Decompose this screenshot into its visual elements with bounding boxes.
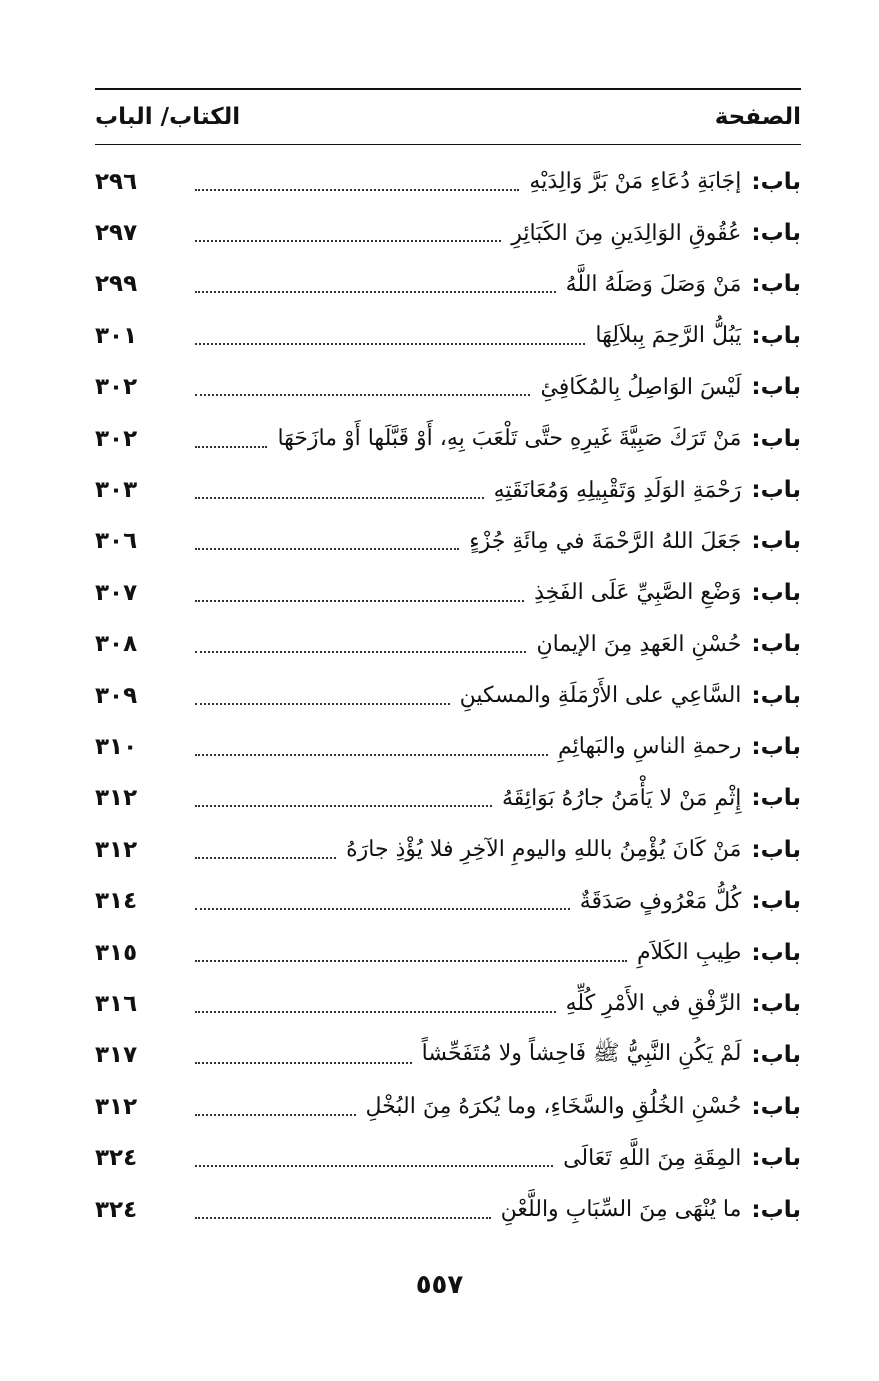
dot-leader [195, 189, 519, 191]
entry-page-number: ٣٠٦ [95, 528, 138, 555]
entry-prefix: باب: [751, 1145, 801, 1172]
entry-page-number: ٣١٧ [95, 1042, 138, 1069]
toc-entry [95, 310, 801, 361]
entry-prefix: باب: [751, 425, 801, 452]
dot-leader [195, 908, 570, 910]
dot-leader [195, 497, 484, 499]
dot-leader [195, 754, 548, 756]
page-number: ٥٥٧ [415, 1270, 464, 1300]
entry-title: لَيْسَ الوَاصِلُ بِالمُكَافِئِ [540, 374, 742, 400]
entry-prefix: باب: [751, 374, 801, 401]
entry-prefix: باب: [751, 1093, 801, 1120]
entry-page-number: ٢٩٧ [95, 220, 138, 247]
entry-prefix: باب: [751, 631, 801, 658]
entry-page-number: ٣١٢ [95, 1093, 138, 1120]
entry-prefix: باب: [751, 1196, 801, 1223]
toc-entry [95, 927, 801, 978]
entry-page-number: ٣٠٧ [95, 579, 138, 606]
dot-leader [195, 291, 556, 293]
toc-entry [95, 1184, 801, 1235]
entry-title: رَحْمَةِ الوَلَدِ وَتَقْبِيلِهِ وَمُعَانَقَتِهِ [493, 477, 742, 503]
dot-leader [195, 1217, 491, 1219]
page-column-label: الصفحة [714, 104, 801, 130]
toc-entry [95, 464, 801, 515]
entry-prefix: باب: [751, 785, 801, 812]
entry-page-number: ٣١٠ [95, 733, 138, 760]
entry-title: الرِّفْقِ في الأَمْرِ كُلِّهِ [565, 991, 742, 1017]
toc-entry [95, 1030, 801, 1081]
toc-entry [95, 413, 801, 464]
dot-leader [195, 1011, 556, 1013]
entry-title: ما يُنْهَى مِنَ السِّبَابِ واللَّعْنِ [500, 1197, 742, 1222]
entry-prefix: باب: [751, 271, 801, 298]
table-header [95, 96, 801, 138]
dot-leader [195, 600, 524, 602]
entry-prefix: باب: [751, 220, 801, 247]
dot-leader [195, 857, 336, 859]
entry-title: طِيبِ الكَلاَمِ [636, 940, 742, 966]
dot-leader [195, 446, 267, 448]
toc-entry [95, 875, 801, 926]
dot-leader [195, 240, 501, 242]
entry-title: جَعَلَ اللهُ الرَّحْمَةَ في مِائَةِ جُزْءٍ [469, 528, 742, 554]
toc-entry [95, 670, 801, 721]
entry-page-number: ٣١٤ [95, 888, 138, 915]
dot-leader [195, 805, 492, 807]
entry-page-number: ٣١٢ [95, 785, 138, 812]
toc-entry [95, 824, 801, 875]
toc-entry [95, 259, 801, 310]
entry-page-number: ٣٠٩ [95, 682, 138, 709]
toc-entry [95, 1081, 801, 1132]
dot-leader [195, 1114, 356, 1116]
entry-prefix: باب: [751, 579, 801, 606]
entry-title: عُقُوقِ الوَالِدَينِ مِنَ الكَبَائِرِ [511, 220, 742, 246]
entry-prefix: باب: [751, 168, 801, 195]
entry-prefix: باب: [751, 477, 801, 504]
dot-leader [195, 703, 450, 705]
entry-title: حُسْنِ الخُلُقِ والسَّخَاءِ، وما يُكرَهُ مِنَ البُخْلِ [365, 1094, 742, 1120]
entry-title: إِثْمِ مَنْ لا يَأْمَنُ جارُهُ بَوَائِقَهُ [502, 785, 742, 811]
toc-entry [95, 516, 801, 567]
entry-prefix: باب: [751, 682, 801, 709]
header-rule [95, 144, 801, 145]
toc-entry [95, 773, 801, 824]
entry-title: إجَابَةِ دُعَاءِ مَنْ بَرَّ وَالِدَيْهِ [529, 169, 742, 195]
dot-leader [195, 1165, 553, 1167]
entry-prefix: باب: [751, 939, 801, 966]
dot-leader [195, 394, 530, 396]
entry-page-number: ٣١٥ [95, 939, 138, 966]
entry-page-number: ٢٩٦ [95, 168, 138, 195]
entry-prefix: باب: [751, 1042, 801, 1069]
toc-entry [95, 567, 801, 618]
entry-title: مَنْ وَصَلَ وَصَلَهُ اللَّهُ [565, 271, 742, 297]
entry-page-number: ٣٠٢ [95, 425, 138, 452]
dot-leader [195, 651, 526, 653]
entry-title: يَبُلُّ الرَّحِمَ بِبلاَلِهَا [595, 323, 742, 349]
entry-page-number: ٣٠١ [95, 322, 138, 349]
entry-page-number: ٣١٦ [95, 990, 138, 1017]
entry-title: مَنْ كَانَ يُؤْمِنُ باللهِ واليومِ الآخِرِ فلا يُؤْذِ جارَهُ [346, 837, 742, 863]
entry-page-number: ٣٢٤ [95, 1145, 138, 1172]
entry-page-number: ٣٠٢ [95, 374, 138, 401]
entry-prefix: باب: [751, 733, 801, 760]
dot-leader [195, 960, 627, 962]
top-rule [95, 88, 801, 90]
entry-title: كُلُّ مَعْرُوفٍ صَدَقَةٌ [579, 888, 742, 914]
dot-leader [195, 548, 459, 550]
entry-page-number: ٣١٢ [95, 836, 138, 863]
toc-entry [95, 207, 801, 258]
dot-leader [195, 343, 585, 345]
entry-prefix: باب: [751, 990, 801, 1017]
toc-entry [95, 721, 801, 772]
toc-entry [95, 978, 801, 1029]
entry-prefix: باب: [751, 528, 801, 555]
table-of-contents [95, 156, 801, 1235]
entry-title: مَنْ تَرَكَ صَبِيَّةَ غَيرِهِ حتَّى تَلْعَبَ بِهِ، أَوْ قَبَّلَها أَوْ مازَحَهَا [277, 426, 742, 452]
toc-entry [95, 362, 801, 413]
entry-title: رحمةِ الناسِ والبَهائِمِ [557, 734, 742, 760]
entry-prefix: باب: [751, 836, 801, 863]
entry-title: السَّاعِي على الأَرْمَلَةِ والمسكينِ [459, 683, 742, 709]
chapter-column-label: الكتاب/ الباب [95, 104, 241, 130]
entry-page-number: ٣٢٤ [95, 1196, 138, 1223]
entry-title: وَضْعِ الصَّبِيِّ عَلَى الفَخِذِ [534, 580, 742, 606]
entry-title: لَمْ يَكُنِ النَّبِيُّ ﷺ فَاحِشاً ولا مُتَفَحِّشاً [421, 1041, 742, 1067]
toc-entry [95, 619, 801, 670]
toc-entry [95, 156, 801, 207]
dot-leader [195, 1062, 412, 1064]
entry-page-number: ٣٠٨ [95, 631, 138, 658]
toc-entry [95, 1132, 801, 1183]
entry-prefix: باب: [751, 888, 801, 915]
entry-page-number: ٣٠٣ [95, 477, 138, 504]
entry-page-number: ٢٩٩ [95, 271, 138, 298]
entry-prefix: باب: [751, 322, 801, 349]
entry-title: حُسْنِ العَهدِ مِنَ الإيمانِ [536, 631, 742, 657]
entry-title: المِقَةِ مِنَ اللَّهِ تَعَالَى [563, 1145, 742, 1171]
